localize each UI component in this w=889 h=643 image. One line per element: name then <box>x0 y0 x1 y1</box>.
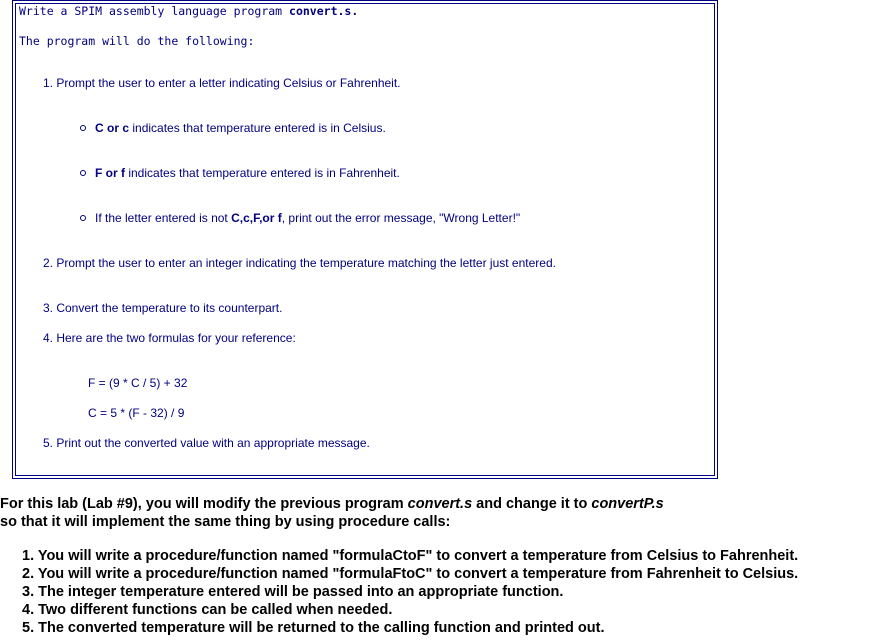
assignment-box <box>12 0 718 479</box>
bullet-celsius-text: indicates that temperature entered is in Celsius. <box>129 121 386 135</box>
step-4: 4. Here are the two formulas for your reference: <box>43 331 296 345</box>
lab-old-filename: convert.s <box>407 496 473 512</box>
lab-intro-text-b: and change it to <box>472 496 592 512</box>
bullet-circle-icon <box>80 215 86 221</box>
assignment-intro <box>19 4 358 18</box>
step-3: 3. Convert the temperature to its counterpart. <box>43 301 283 315</box>
lab-intro-text-a: For this lab (Lab #9), you will modify the previous program <box>0 496 408 512</box>
bullet-celsius <box>80 121 386 135</box>
bullet-wrong-text-pre: If the letter entered is not <box>95 211 232 225</box>
lab-intro <box>0 495 664 531</box>
intro-filename: convert.s. <box>289 4 359 18</box>
requirement-item: 1. You will write a procedure/function named "formulaCtoF" to convert a temperature from Celsius to Fahrenheit. <box>22 548 799 564</box>
bullet-wrong-text-rest: , print out the error message, "Wrong Letter!" <box>281 211 521 225</box>
bullet-fahrenheit <box>80 166 400 180</box>
bullet-circle-icon <box>80 125 86 131</box>
bullet-wrong-letters: C,c,F,or f <box>231 211 282 225</box>
step-1: 1. Prompt the user to enter a letter indicating Celsius or Fahrenheit. <box>43 76 401 90</box>
requirement-item: 2. You will write a procedure/function named "formulaFtoC" to convert a temperature from Fahrenheit to Celsius. <box>22 566 799 582</box>
formula-celsius: C = 5 * (F - 32) / 9 <box>88 406 185 420</box>
requirement-item: 5. The converted temperature will be returned to the calling function and printed out. <box>22 620 605 636</box>
bullet-wrong-letter <box>80 211 520 225</box>
bullet-celsius-letters: C or c <box>95 121 130 135</box>
lab-new-filename: convertP.s <box>591 496 664 512</box>
intro-text: Write a SPIM assembly language program <box>19 4 290 18</box>
bullet-fahrenheit-text: indicates that temperature entered is in Fahrenheit. <box>125 166 400 180</box>
step-2: 2. Prompt the user to enter an integer indicating the temperature matching the letter just entered. <box>43 256 556 270</box>
lab-intro-line-1 <box>0 495 664 513</box>
lab-intro-line-2: so that it will implement the same thing by using procedure calls: <box>0 514 451 530</box>
requirements-list <box>22 547 798 637</box>
bullet-circle-icon <box>80 170 86 176</box>
assignment-box-inner <box>15 3 715 476</box>
step-5: 5. Print out the converted value with an appropriate message. <box>43 436 370 450</box>
formula-fahrenheit: F = (9 * C / 5) + 32 <box>88 376 188 390</box>
program-will-do: The program will do the following: <box>19 34 255 48</box>
bullet-fahrenheit-letters: F or f <box>95 166 125 180</box>
requirement-item: 3. The integer temperature entered will be passed into an appropriate function. <box>22 584 564 600</box>
requirement-item: 4. Two different functions can be called when needed. <box>22 602 393 618</box>
